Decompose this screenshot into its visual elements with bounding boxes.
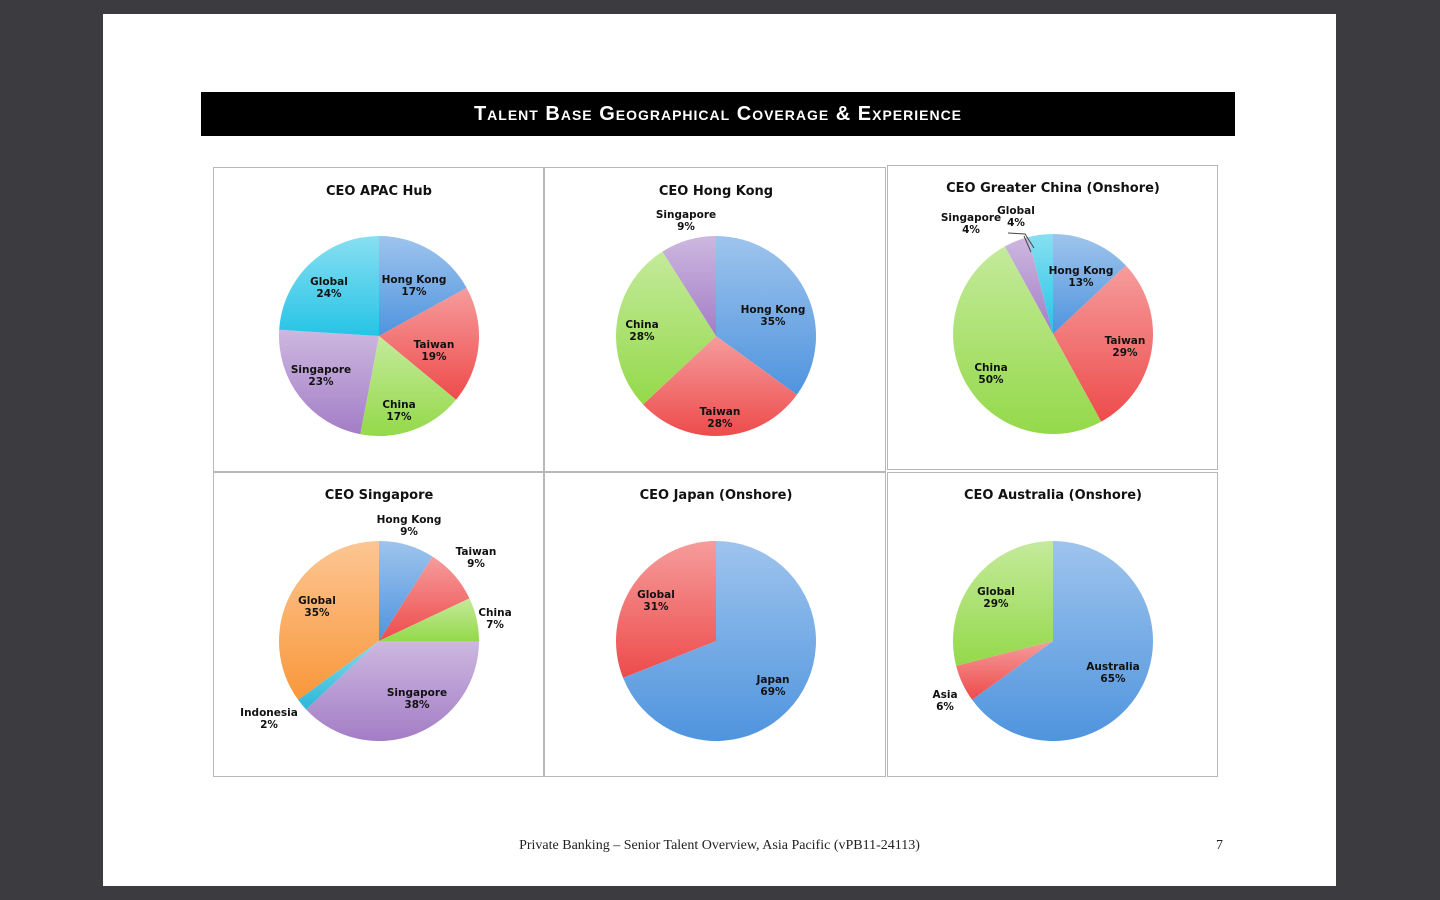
- chart-title: CEO Australia (Onshore): [963, 488, 1143, 503]
- slice-label-taiwan: Taiwan 19%: [413, 339, 455, 363]
- footer-text: Private Banking – Senior Talent Overview, Asia Pacific (vPB11-24113): [519, 838, 920, 853]
- slice-label-hong-kong: Hong Kong 35%: [740, 304, 806, 328]
- chart-title: CEO Singapore: [324, 488, 434, 503]
- slice-label-australia: Australia 65%: [1086, 661, 1140, 685]
- pie-chart-japan: [545, 473, 887, 778]
- chart-title: CEO Japan (Onshore): [639, 488, 793, 503]
- slice-label-china: China 28%: [625, 319, 659, 343]
- pie-chart-australia: [888, 473, 1219, 778]
- chart-panel-apac-hub: [213, 167, 544, 472]
- chart-panel-hong-kong: [544, 167, 886, 472]
- slice-label-china: China 17%: [382, 399, 416, 423]
- chart-panel-singapore: [213, 472, 544, 777]
- slice-label-global: Global 31%: [637, 589, 675, 613]
- slice-label-indonesia: Indonesia 2%: [240, 707, 298, 731]
- chart-title: CEO APAC Hub: [326, 184, 432, 199]
- slice-label-singapore: Singapore 9%: [655, 209, 717, 233]
- slice-label-hong-kong: Hong Kong 17%: [381, 274, 447, 298]
- slice-label-china: China 50%: [974, 362, 1008, 386]
- slice-label-hong-kong: Hong Kong 13%: [1048, 265, 1114, 289]
- slice-label-china: China 7%: [478, 607, 512, 631]
- chart-panel-australia: [887, 472, 1218, 777]
- pie-chart-hong-kong: [545, 168, 887, 473]
- slice-label-hong-kong: Hong Kong 9%: [376, 514, 442, 538]
- slice-label-taiwan: Taiwan 9%: [455, 546, 497, 570]
- chart-title: CEO Greater China (Onshore): [946, 181, 1160, 196]
- slice-label-asia: Asia 6%: [932, 689, 958, 713]
- page-number: 7: [1216, 838, 1223, 853]
- slice-label-singapore: Singapore 4%: [940, 212, 1002, 236]
- pie-chart-singapore: [214, 473, 545, 778]
- slice-label-global: Global 29%: [977, 586, 1015, 610]
- slice-label-japan: Japan 69%: [756, 674, 790, 698]
- pie-chart-apac-hub: [214, 168, 545, 473]
- chart-panel-greater-china: [887, 165, 1218, 470]
- slice-label-taiwan: Taiwan 29%: [1104, 335, 1146, 359]
- chart-panel-japan: [544, 472, 886, 777]
- slide-page: [103, 14, 1336, 886]
- pie-chart-greater-china: [888, 166, 1219, 471]
- chart-title: CEO Hong Kong: [658, 184, 774, 199]
- slice-label-singapore: Singapore 23%: [290, 364, 352, 388]
- slice-label-global: Global 4%: [997, 205, 1035, 229]
- slide-title: Talent Base Geographical Coverage & Experience: [201, 92, 1235, 136]
- slice-label-global: Global 35%: [298, 595, 336, 619]
- slice-label-global: Global 24%: [310, 276, 348, 300]
- slice-label-singapore: Singapore 38%: [386, 687, 448, 711]
- slice-label-taiwan: Taiwan 28%: [699, 406, 741, 430]
